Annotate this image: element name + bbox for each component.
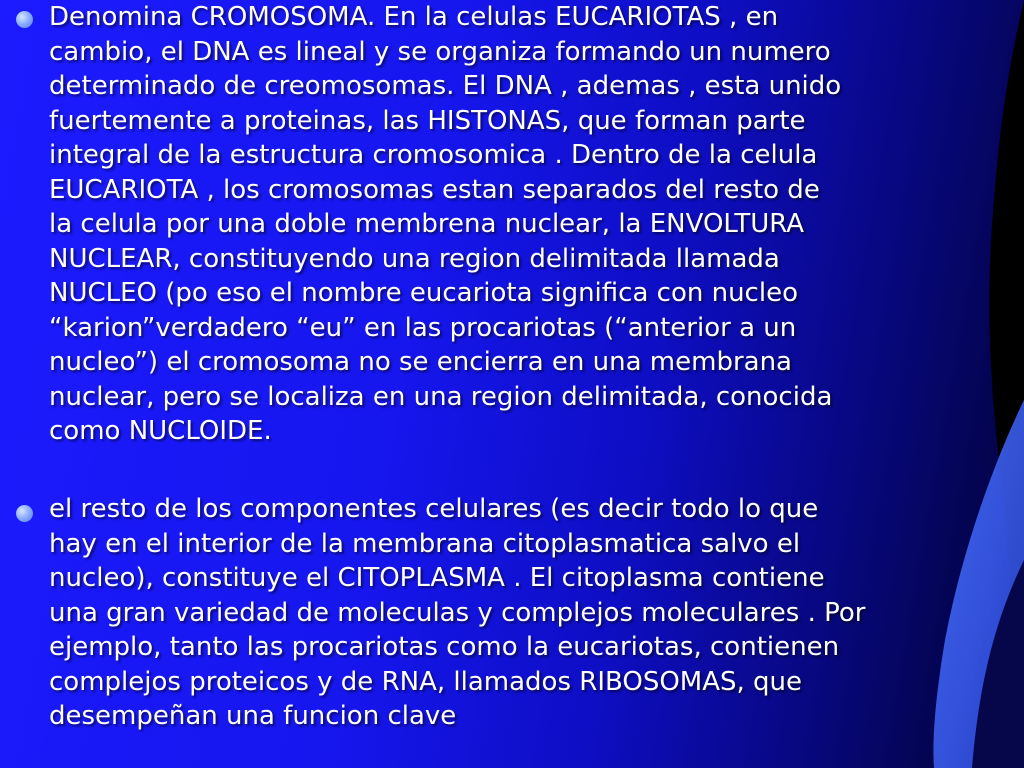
bullet-icon bbox=[16, 11, 33, 28]
bullet-icon bbox=[16, 505, 33, 522]
bullet-text: el resto de los componentes celulares (es decir todo lo que hay en el interior de la membrana citoplasmatica salvo el nucleo), constituye el CITOPLASMA . El citoplasma contiene una gran variedad de moleculas y complejos moleculares . Por ejemplo, tanto las procariotas como la eucariotas, contienen complejos proteicos y de RNA, llamados RIBOSOMAS, que desempeñan una funcion clave bbox=[49, 494, 866, 731]
bullet-text: Denomina CROMOSOMA. En la celulas EUCARIOTAS , en cambio, el DNA es lineal y se organiza formando un numero determinado de creomosomas. El DNA , ademas , esta unido fuertemente a proteinas, las HISTONAS, que forman parte integral de la estructura cromosomica . Dentro de la celula EUCARIOTA , los cromosomas estan separados del resto de la celula por una doble membrena nuclear, la ENVOLTURA NUCLEAR, constituyendo una region delimitada llamada NUCLEO (po eso el nombre eucariota significa con nucleo “karion”verdadero “eu” en las procariotas (“anterior a un nucleo”) el cromosoma no se encierra en una membrana nuclear, pero se localiza en una region delimitada, conocida como NUCLOIDE. bbox=[49, 2, 842, 446]
